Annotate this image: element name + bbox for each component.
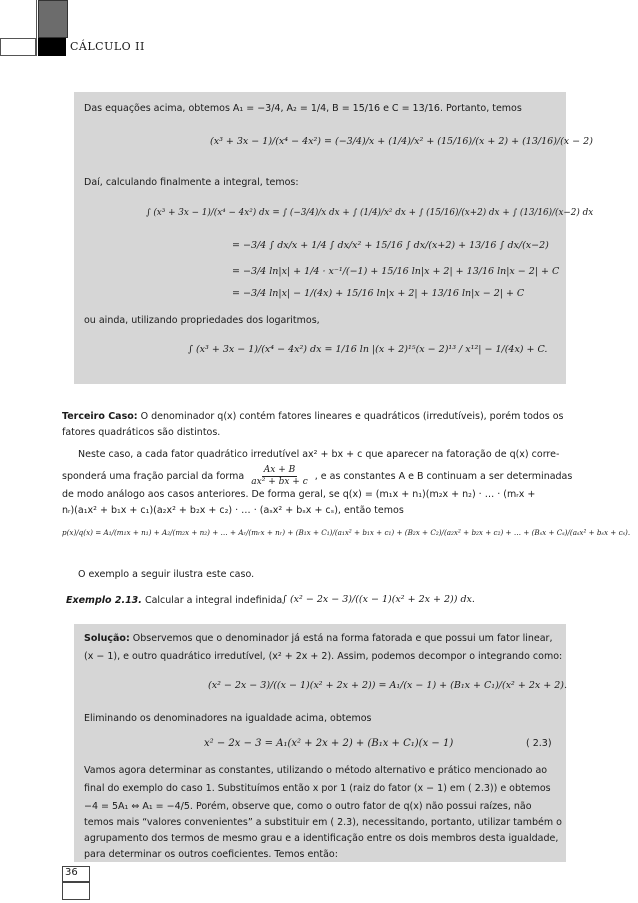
box1-eq1: (x³ + 3x − 1)/(x⁴ − 4x²) = (−3/4)/x + (1/4)/x² + (15/16)/(x + 2) + (13/16)/(x − 2) — [210, 136, 593, 147]
solution-line9: para determinar os outros coeficientes. Temos então: — [84, 849, 338, 860]
box1-integral-4: = −3/4 ln|x| − 1/(4x) + 15/16 ln|x + 2| + 13/16 ln|x − 2| + C — [232, 288, 525, 299]
solution-line8: agrupamento dos termos de mesmo grau e a identificação entre os dois membros desta igualdade, — [84, 833, 559, 844]
solution-line4: Vamos agora determinar as constantes, utilizando o método alternativo e prático mencionado ao — [84, 765, 548, 776]
header-square-dark — [38, 0, 68, 38]
para1-line1: Neste caso, a cada fator quadrático irredutível ax² + bx + c que aparecer na fatoração de q(x) corre- — [78, 449, 560, 460]
example-line — [66, 594, 282, 607]
solution-line5: final do exemplo do caso 1. Substituímos então x por 1 (raiz do fator (x − 1) em ( 2.3)) e obtemos — [84, 783, 551, 794]
para1-line2-a: sponderá uma fração parcial da forma — [62, 471, 245, 482]
solution-line1 — [84, 632, 552, 645]
equation-2-3-number: ( 2.3) — [526, 738, 552, 749]
para1-line2-b: , e as constantes A e B continuam a ser determinadas — [314, 471, 573, 482]
decomposition-equation: (x² − 2x − 3)/((x − 1)(x² + 2x + 2)) = A₁/(x − 1) + (B₁x + C₁)/(x² + 2x + 2). — [208, 680, 568, 691]
solution-line2: (x − 1), e outro quadrático irredutível, (x² + 2x + 2). Assim, podemos decompor o integrando como: — [84, 651, 563, 662]
solution-label: Solução: — [84, 633, 130, 644]
solution-line7: temos mais “valores convenientes” a substituir em ( 2.3), necessitando, portanto, utilizar também o — [84, 817, 562, 828]
para1-line2 — [62, 465, 572, 488]
para1-frac-den: ax² + bx + c — [251, 477, 308, 487]
example-label: Exemplo 2.13. — [66, 595, 142, 606]
third-case-line — [62, 410, 563, 423]
general-decomposition: p(x)/q(x) = A₁/(m₁x + n₁) + A₂/(m₂x + n₂) + … + Aᵣ/(mᵣx + nᵣ) + (B₁x + C₁)/(a₁x² + b₁x + c₁) + (B₂x + C₂)/(a₂x² + b₂x + c₂) + … + (Bₛx + Cₛ)/(aₛx² + bₛx + cₛ). — [62, 528, 631, 537]
box1-integral-1: ∫ (x³ + 3x − 1)/(x⁴ − 4x²) dx = ∫ (−3/4)/x dx + ∫ (1/4)/x² dx + ∫ (15/16)/(x+2) dx + ∫ (13/16)/(x−2) dx — [146, 208, 594, 218]
solution-text-1: Observemos que o denominador já está na forma fatorada e que possui um fator linear, — [132, 633, 553, 644]
equation-2-3: x² − 2x − 3 = A₁(x² + 2x + 2) + (B₁x + C₁)(x − 1) — [204, 738, 454, 749]
header-square-black — [38, 38, 66, 56]
case-text-2: fatores quadráticos são distintos. — [62, 427, 221, 438]
page-number: 36 — [62, 866, 90, 882]
header-divider — [36, 0, 37, 56]
para1-fraction — [249, 465, 309, 488]
example-text: Calcular a integral indefinida — [144, 595, 283, 606]
para1-frac-num: Ax + B — [263, 465, 296, 475]
solution-line3: Eliminando os denominadores na igualdade acima, obtemos — [84, 713, 372, 724]
example-intro: O exemplo a seguir ilustra este caso. — [78, 569, 255, 580]
box1-line3: ou ainda, utilizando propriedades dos logaritmos, — [84, 315, 320, 326]
case-label: Terceiro Caso: — [62, 411, 138, 422]
solution-line6: −4 = 5A₁ ⇔ A₁ = −4/5. Porém, observe que, como o outro fator de q(x) não possui raízes, não — [84, 801, 532, 812]
box1-line1: Das equações acima, obtemos A₁ = −3/4, A₂ = 1/4, B = 15/16 e C = 13/16. Portanto, temos — [84, 103, 522, 114]
para1-line3: de modo análogo aos casos anteriores. De forma geral, se q(x) = (m₁x + n₁)(m₂x + n₂) · … · (mᵣx + — [62, 489, 536, 500]
box1-integral-3: = −3/4 ln|x| + 1/4 · x⁻¹/(−1) + 15/16 ln|x + 2| + 13/16 ln|x − 2| + C — [232, 266, 560, 277]
box1-line2: Daí, calculando finalmente a integral, temos: — [84, 177, 299, 188]
case-text: O denominador q(x) contém fatores lineares e quadráticos (irredutíveis), porém todos os — [140, 411, 564, 422]
header-square-outline — [0, 38, 36, 56]
example-integral: ∫ (x² − 2x − 3)/((x − 1)(x² + 2x + 2)) dx. — [282, 594, 475, 605]
page-header-title: CÁLCULO II — [70, 40, 145, 53]
box1-integral-2: = −3/4 ∫ dx/x + 1/4 ∫ dx/x² + 15/16 ∫ dx/(x+2) + 13/16 ∫ dx/(x−2) — [232, 240, 549, 251]
footer-box — [62, 882, 90, 900]
box1-final: ∫ (x³ + 3x − 1)/(x⁴ − 4x²) dx = 1/16 ln |(x + 2)¹⁵(x − 2)¹³ / x¹²| − 1/(4x) + C. — [188, 344, 548, 355]
para1-line4: nᵣ)(a₁x² + b₁x + c₁)(a₂x² + b₂x + c₂) · … · (aₛx² + bₛx + cₛ), então temos — [62, 505, 404, 516]
